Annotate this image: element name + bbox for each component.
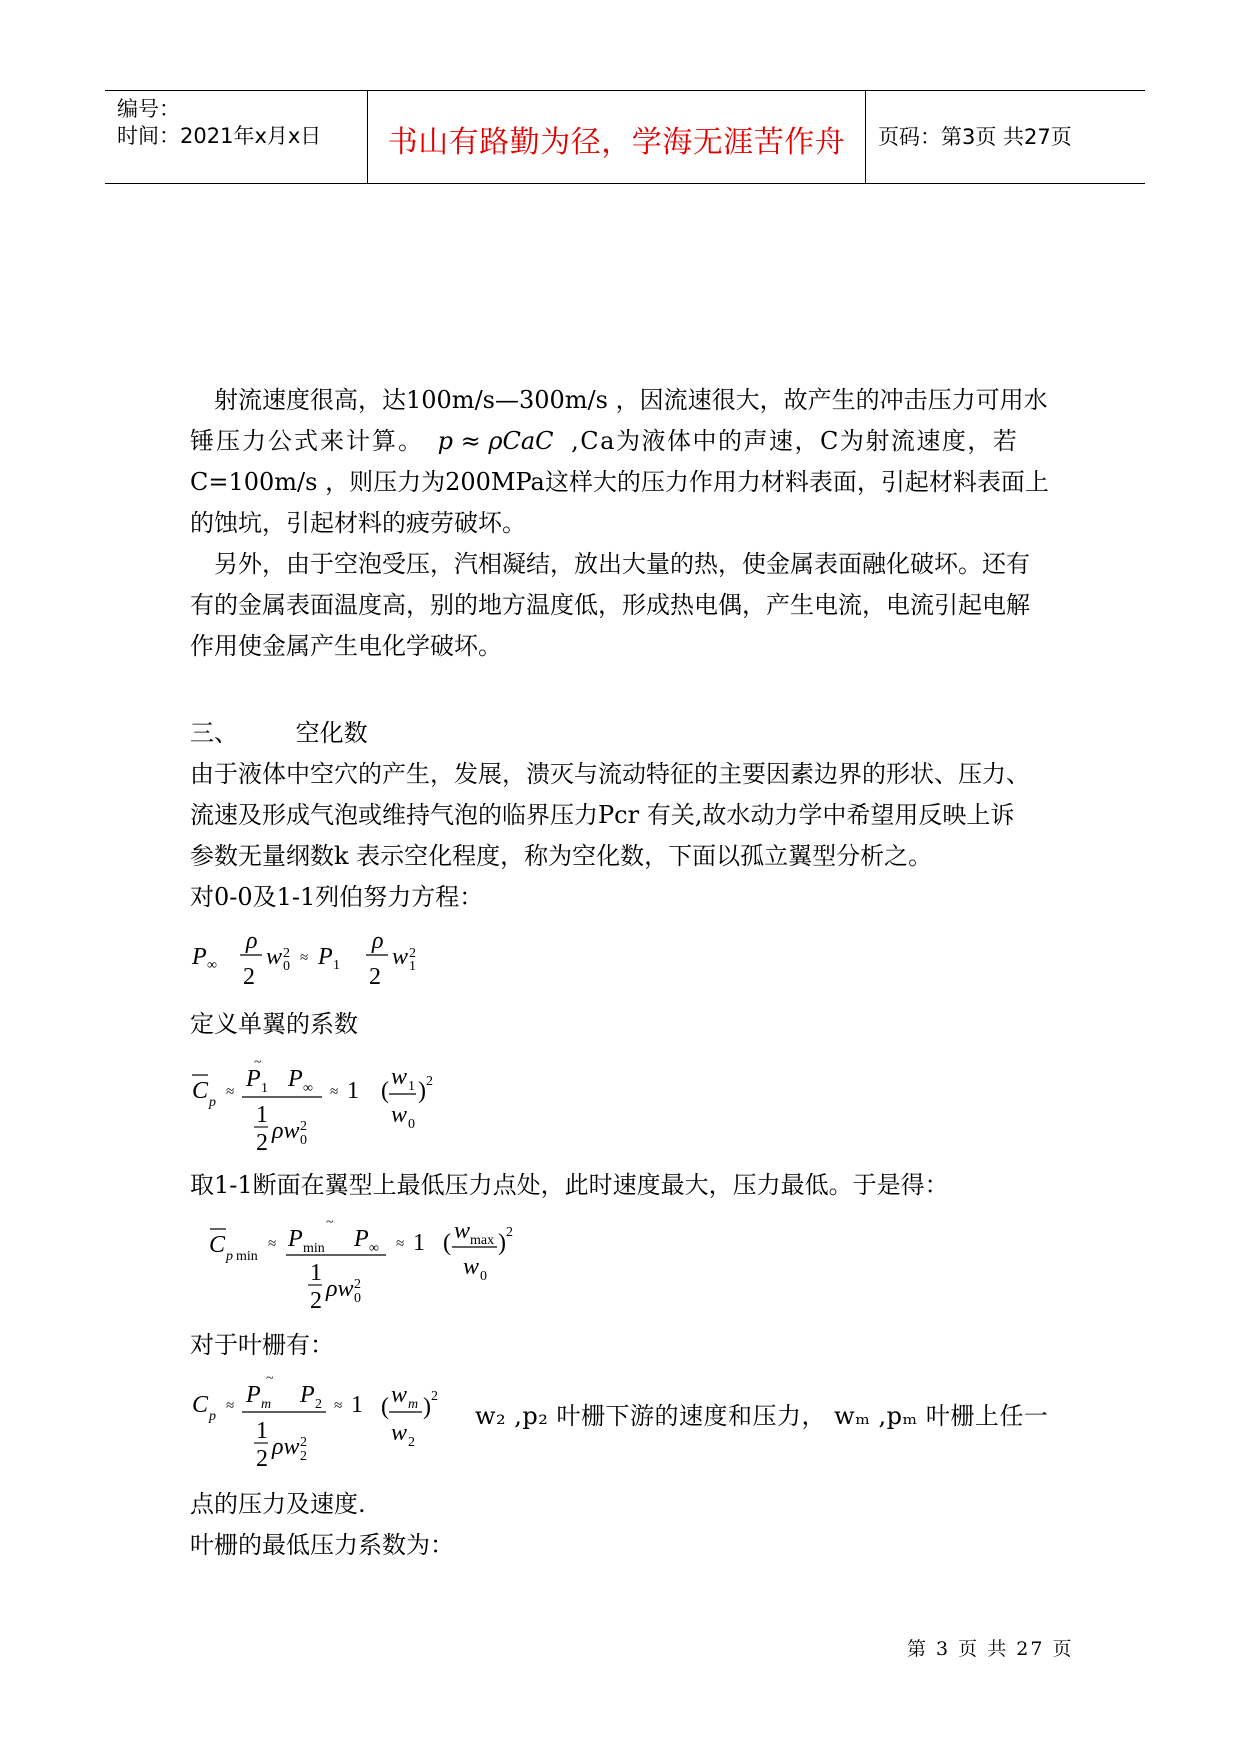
paragraph-3-line-2: 流速及形成气泡或维持气泡的临界压力Pcr 有关,故水动力学中希望用反映上诉 bbox=[190, 801, 1015, 829]
cascade-pressure-coefficient-formula bbox=[190, 1372, 450, 1478]
svg-text:∞: ∞ bbox=[303, 1081, 313, 1096]
document-time-label: 时间：2021年x月x日 bbox=[117, 124, 322, 148]
svg-text:1: 1 bbox=[413, 1230, 425, 1256]
cascade-line: 对于叶栅有： bbox=[190, 1331, 334, 1359]
svg-text:2: 2 bbox=[300, 1119, 307, 1134]
svg-text:2: 2 bbox=[310, 1288, 322, 1314]
svg-text:1: 1 bbox=[347, 1078, 359, 1104]
cascade-variable-note: w₂ ,p₂ 叶栅下游的速度和压力， wₘ ,pₘ 叶栅上任一 bbox=[475, 1402, 1049, 1430]
svg-text:w: w bbox=[391, 1064, 408, 1090]
svg-text:max: max bbox=[470, 1233, 495, 1248]
svg-text:∞: ∞ bbox=[207, 958, 217, 973]
svg-text:P: P bbox=[300, 1382, 315, 1408]
header-page-cell bbox=[866, 91, 1145, 183]
svg-text:2: 2 bbox=[409, 946, 416, 961]
svg-text:≈: ≈ bbox=[268, 1236, 277, 1252]
header-meta-cell bbox=[105, 91, 368, 183]
svg-text:0: 0 bbox=[300, 1133, 307, 1148]
paragraph-1-line-1: 射流速度很高，达100m/s—300m/s ，因流速很大，故产生的冲击压力可用水 bbox=[214, 386, 1048, 414]
svg-text:2: 2 bbox=[300, 1435, 307, 1450]
svg-text:(: ( bbox=[381, 1078, 389, 1104]
svg-text:2: 2 bbox=[300, 1449, 307, 1464]
svg-text:~: ~ bbox=[326, 1215, 334, 1230]
svg-text:≈: ≈ bbox=[226, 1398, 235, 1414]
svg-text:ρ: ρ bbox=[246, 928, 258, 954]
svg-text:C: C bbox=[209, 1232, 226, 1258]
paragraph-3-line-4: 对0-0及1-1列伯努力方程： bbox=[190, 883, 484, 911]
svg-text:w: w bbox=[391, 1102, 408, 1128]
page-header bbox=[105, 90, 1145, 184]
svg-text:): ) bbox=[418, 1078, 426, 1104]
paragraph-1-line-4: 的蚀坑，引起材料的疲劳破坏。 bbox=[190, 509, 526, 537]
header-page-number: 页码：第3页 共27页 bbox=[878, 125, 1072, 149]
single-wing-coefficient-formula bbox=[190, 1052, 450, 1156]
document-number-label: 编号： bbox=[117, 97, 180, 121]
svg-text:≈: ≈ bbox=[334, 1398, 343, 1414]
svg-text:P: P bbox=[288, 1226, 303, 1252]
svg-text:1: 1 bbox=[310, 1260, 322, 1286]
svg-text:1: 1 bbox=[256, 1418, 268, 1444]
svg-text:P: P bbox=[288, 1066, 303, 1092]
paragraph-1-line-2 bbox=[190, 421, 1018, 456]
svg-text:2: 2 bbox=[369, 964, 381, 990]
svg-text:0: 0 bbox=[283, 959, 290, 974]
paragraph-3-line-3: 参数无量纲数k 表示空化程度，称为空化数，下面以孤立翼型分析之。 bbox=[190, 842, 933, 870]
svg-text:≈: ≈ bbox=[396, 1236, 405, 1252]
section-number: 三、 bbox=[190, 719, 238, 747]
svg-text:ρw: ρw bbox=[326, 1276, 354, 1302]
cascade-note-continuation: 点的压力及速度. bbox=[190, 1490, 366, 1518]
svg-text:P: P bbox=[246, 1382, 261, 1408]
svg-text:2: 2 bbox=[354, 1277, 361, 1292]
svg-text:p: p bbox=[209, 1095, 216, 1110]
svg-text:): ) bbox=[423, 1394, 431, 1420]
page-footer-number: 第 3 页 共 27 页 bbox=[907, 1638, 1074, 1660]
svg-text:ρw: ρw bbox=[272, 1434, 300, 1460]
inline-pressure-formula: p ≈ ρCaC bbox=[437, 427, 554, 455]
svg-text:min: min bbox=[303, 1241, 325, 1256]
svg-text:2: 2 bbox=[283, 946, 290, 961]
header-motto-cell bbox=[368, 91, 866, 183]
svg-text:~: ~ bbox=[254, 1055, 262, 1070]
svg-text:2: 2 bbox=[506, 1225, 513, 1240]
paragraph-1-line-2b: ,Ca为液体中的声速，C为射流速度，若 bbox=[571, 427, 1019, 455]
svg-text:2: 2 bbox=[426, 1074, 433, 1089]
svg-text:p: p bbox=[209, 1409, 216, 1424]
svg-text:m: m bbox=[261, 1397, 272, 1412]
section-heading bbox=[190, 713, 368, 748]
svg-text:P: P bbox=[354, 1226, 369, 1252]
svg-text:C: C bbox=[192, 1078, 209, 1104]
section-title: 空化数 bbox=[295, 719, 368, 747]
svg-text:C: C bbox=[192, 1392, 209, 1418]
svg-text:(: ( bbox=[443, 1230, 451, 1256]
svg-text:2: 2 bbox=[256, 1446, 268, 1472]
svg-text:w: w bbox=[454, 1218, 471, 1244]
svg-text:≈: ≈ bbox=[226, 1084, 235, 1100]
svg-text:w: w bbox=[266, 944, 283, 970]
cascade-min-coefficient-line: 叶栅的最低压力系数为： bbox=[190, 1531, 454, 1559]
svg-text:w: w bbox=[392, 944, 409, 970]
svg-text:1: 1 bbox=[408, 1079, 415, 1094]
paragraph-2-line-2: 有的金属表面温度高，别的地方温度低，形成热电偶，产生电流，电流引起电解 bbox=[190, 591, 1030, 619]
svg-text:2: 2 bbox=[408, 1435, 415, 1450]
svg-text:0: 0 bbox=[354, 1291, 361, 1306]
svg-text:∞: ∞ bbox=[369, 1241, 379, 1256]
svg-text:ρ: ρ bbox=[372, 928, 384, 954]
svg-text:ρw: ρw bbox=[272, 1118, 300, 1144]
svg-text:0: 0 bbox=[408, 1117, 415, 1132]
svg-text:1: 1 bbox=[409, 959, 416, 974]
svg-text:): ) bbox=[498, 1230, 506, 1256]
svg-text:w: w bbox=[391, 1420, 408, 1446]
svg-text:2: 2 bbox=[256, 1130, 268, 1156]
svg-text:2: 2 bbox=[243, 964, 255, 990]
svg-text:1: 1 bbox=[256, 1102, 268, 1128]
svg-text:w: w bbox=[463, 1254, 480, 1280]
paragraph-3-line-1: 由于液体中空穴的产生，发展，溃灭与流动特征的主要因素边界的形状、压力、 bbox=[190, 760, 1030, 788]
take-section-line: 取1-1断面在翼型上最低压力点处，此时速度最大，压力最低。于是得： bbox=[190, 1171, 949, 1199]
svg-text:1: 1 bbox=[351, 1392, 363, 1418]
svg-text:1: 1 bbox=[333, 958, 340, 973]
paragraph-1-line-2a: 锤压力公式来计算。 bbox=[190, 427, 424, 455]
svg-text:p: p bbox=[226, 1249, 233, 1264]
min-pressure-coefficient-formula bbox=[200, 1214, 530, 1320]
define-single-wing-line: 定义单翼的系数 bbox=[190, 1010, 358, 1038]
svg-text:P: P bbox=[246, 1066, 261, 1092]
svg-text:1: 1 bbox=[261, 1081, 268, 1096]
svg-text:2: 2 bbox=[315, 1397, 322, 1412]
header-motto: 书山有路勤为径，学海无涯苦作舟 bbox=[387, 125, 846, 160]
svg-text:P: P bbox=[318, 944, 333, 970]
svg-text:≈: ≈ bbox=[330, 1084, 339, 1100]
svg-text:2: 2 bbox=[431, 1389, 438, 1404]
svg-text:0: 0 bbox=[480, 1269, 487, 1284]
paragraph-1-line-3: C=100m/s ，则压力为200MPa这样大的压力作用力材料表面，引起材料表面上 bbox=[190, 468, 1049, 496]
svg-text:~: ~ bbox=[266, 1372, 274, 1386]
svg-text:P: P bbox=[192, 944, 207, 970]
paragraph-2-line-3: 作用使金属产生电化学破坏。 bbox=[190, 632, 502, 660]
bernoulli-equation bbox=[190, 928, 450, 994]
svg-text:m: m bbox=[408, 1397, 419, 1412]
paragraph-2-line-1: 另外，由于空泡受压，汽相凝结，放出大量的热，使金属表面融化破坏。还有 bbox=[214, 550, 1030, 578]
svg-text:≈: ≈ bbox=[300, 950, 309, 966]
svg-text:min: min bbox=[236, 1249, 258, 1264]
svg-text:(: ( bbox=[381, 1394, 389, 1420]
svg-text:w: w bbox=[391, 1382, 408, 1408]
